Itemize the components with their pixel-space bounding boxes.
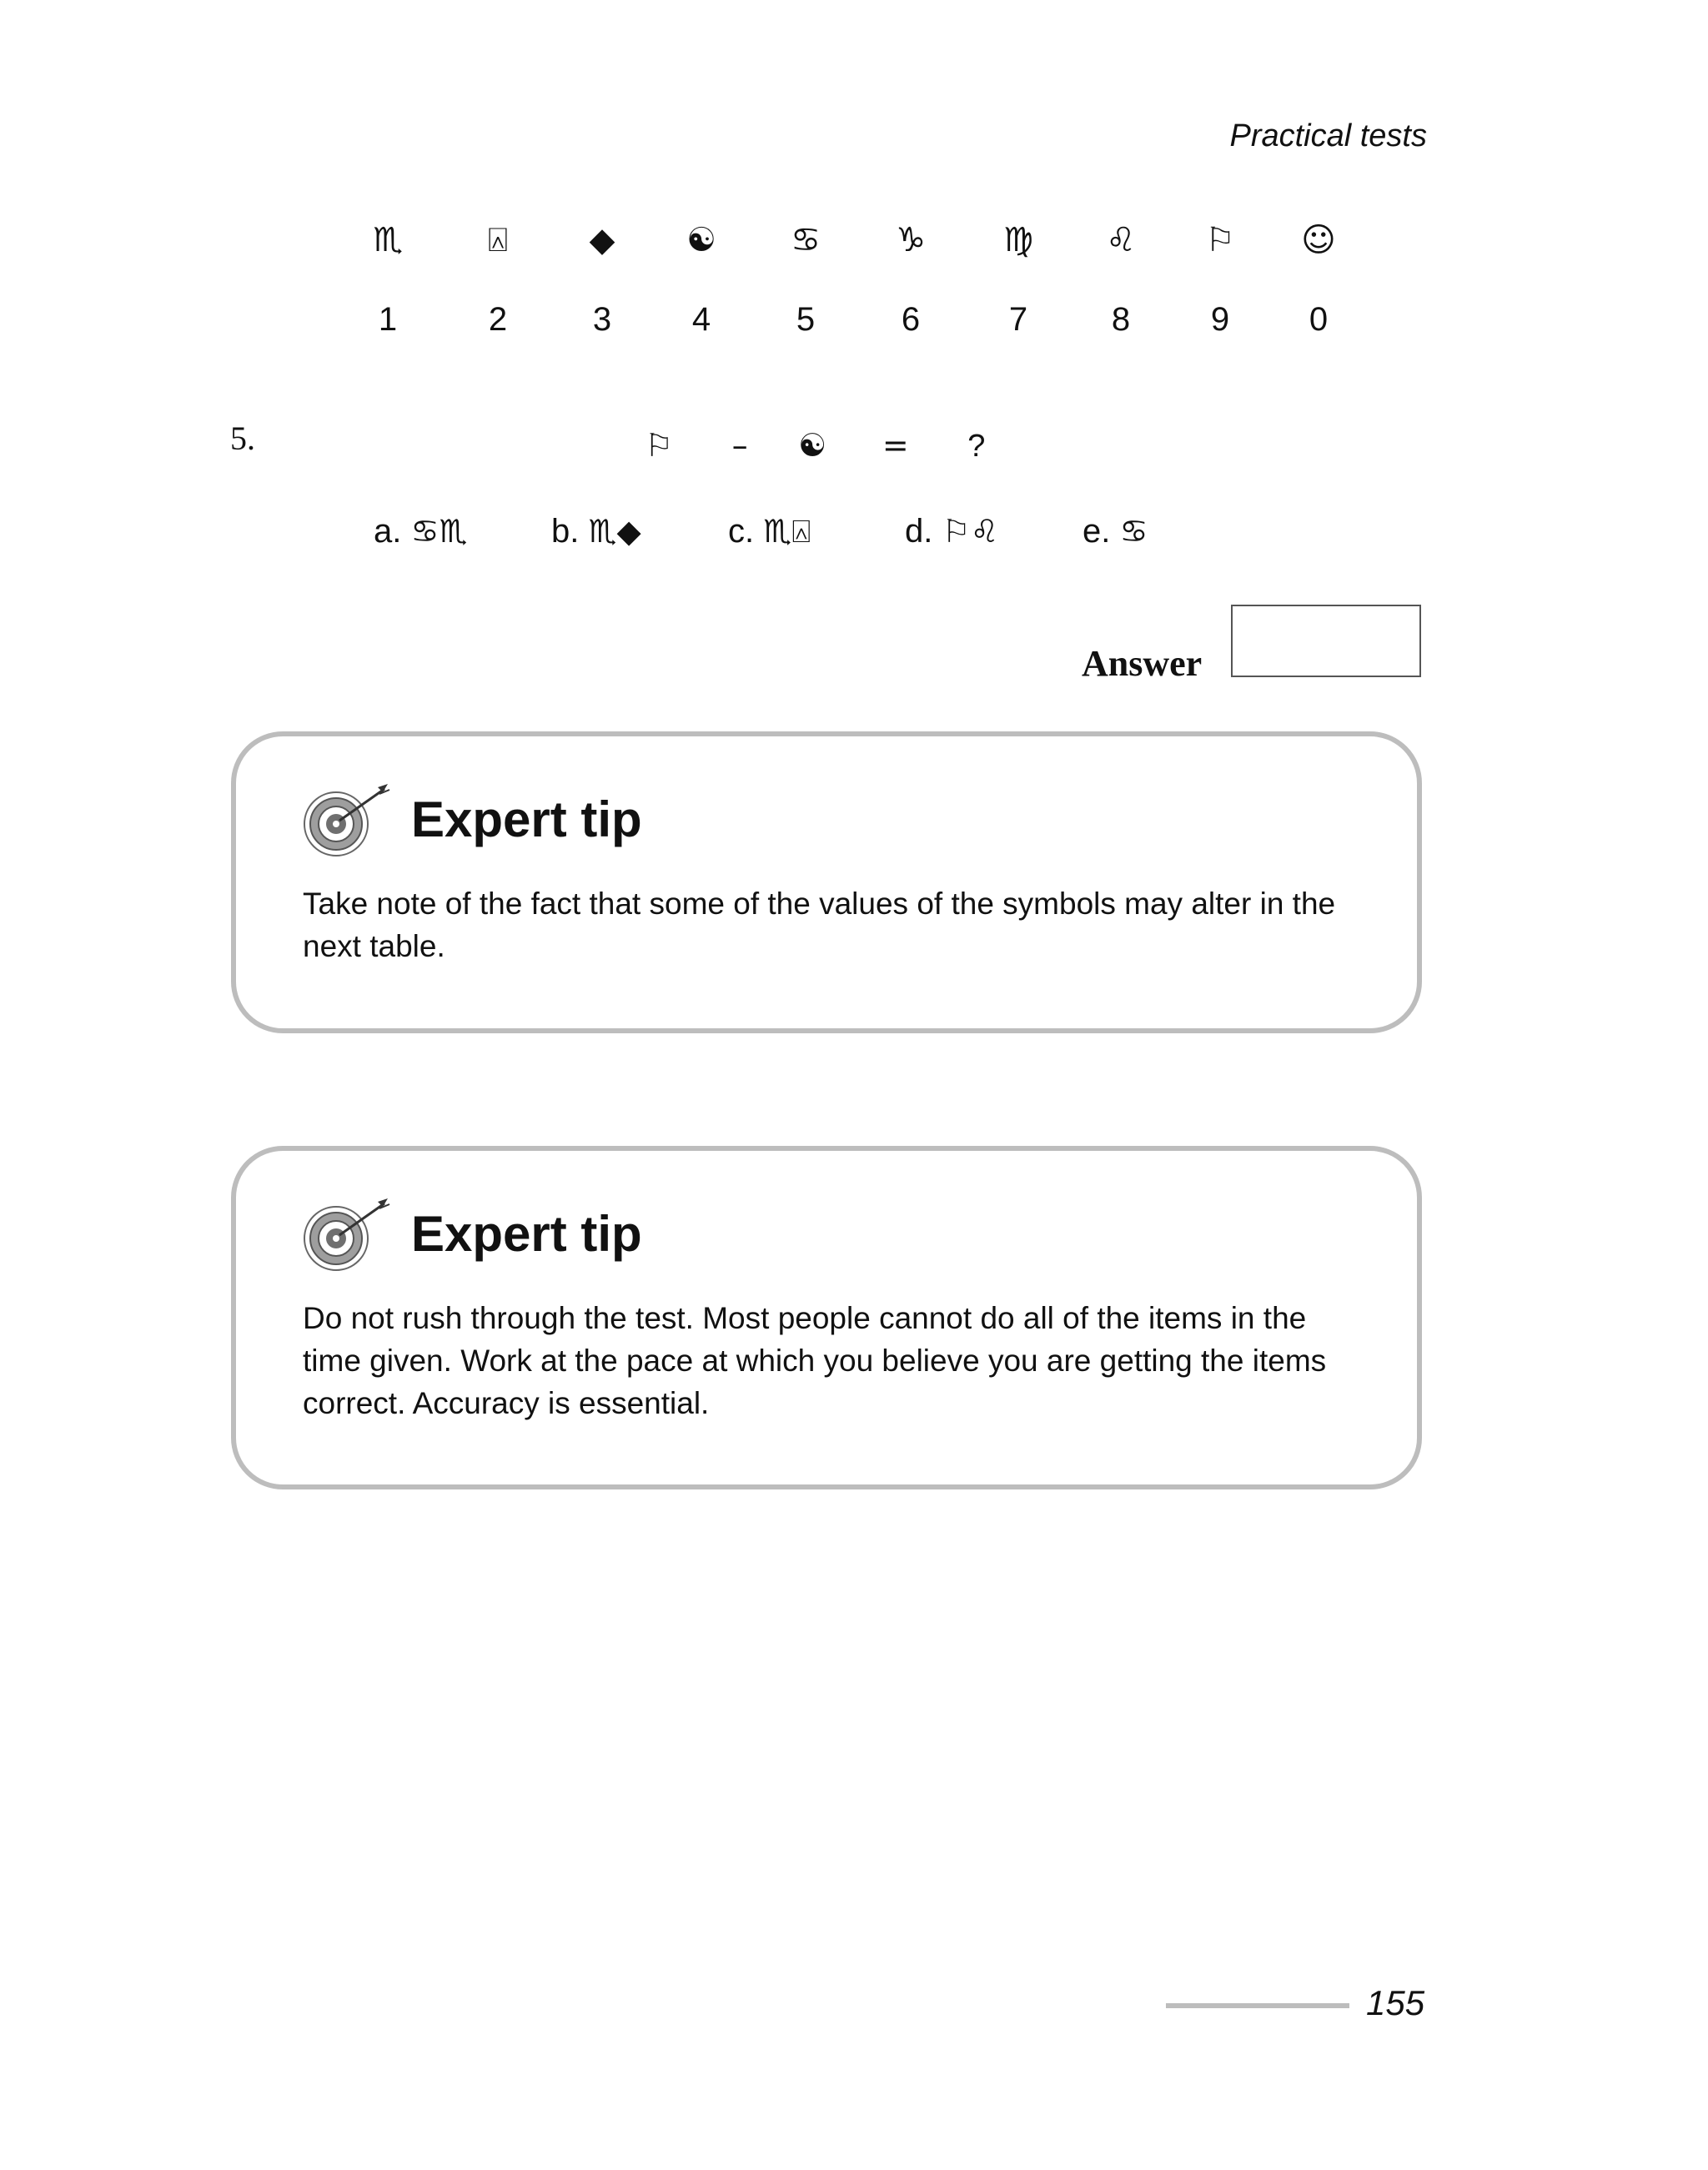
code-symbol: ⍓ (488, 221, 508, 259)
option-label: c. (728, 513, 755, 550)
code-symbol: ☯ (686, 221, 716, 259)
target-icon (303, 782, 394, 857)
code-symbol: ☺ (1301, 221, 1336, 259)
code-symbol: ♑ (896, 221, 926, 259)
code-number: 8 (1111, 301, 1131, 338)
option-a[interactable] (374, 506, 468, 556)
page-number: 155 (1366, 1983, 1425, 2022)
answer-box[interactable] (1231, 605, 1421, 677)
code-number: 6 (901, 301, 921, 338)
code-number: 7 (1008, 301, 1028, 338)
tip-title: Expert tip (411, 1206, 642, 1262)
expert-tip-box (231, 731, 1422, 1033)
equation-equals: = (882, 427, 909, 464)
code-number: 3 (592, 301, 612, 338)
tip-body: Do not rush through the test. Most people cannot do all of the items in the time given. Work at the pace at which you believe you are getting the items correct. Accuracy is essential. (303, 1301, 1327, 1420)
code-symbol: ♌ (1106, 221, 1136, 259)
code-number: 2 (488, 301, 508, 338)
option-d[interactable] (905, 506, 999, 556)
option-c[interactable] (728, 506, 811, 556)
code-number: 9 (1210, 301, 1230, 338)
option-label: d. (905, 513, 933, 550)
code-symbol: ♍ (1003, 221, 1033, 259)
option-glyphs: ♋♏ (410, 513, 468, 550)
equation-operator: – (731, 427, 748, 464)
equation-left: ⚐ (644, 427, 674, 464)
target-icon (303, 1197, 394, 1272)
code-symbol: ♏ (373, 221, 403, 259)
code-number: 4 (691, 301, 711, 338)
option-label: b. (551, 513, 580, 550)
option-glyphs: ⚐♌ (942, 513, 999, 550)
code-number: 5 (796, 301, 816, 338)
option-glyphs: ♏◆ (588, 513, 641, 550)
option-b[interactable] (551, 506, 641, 556)
footer-rule (1166, 2003, 1349, 2008)
code-symbol: ♋ (791, 221, 821, 259)
option-glyphs: ♏⍓ (763, 513, 811, 550)
expert-tip-box (231, 1146, 1422, 1489)
option-label: a. (374, 513, 402, 550)
option-label: e. (1083, 513, 1111, 550)
code-symbol: ⚐ (1205, 221, 1235, 259)
code-number: 0 (1309, 301, 1329, 338)
option-e[interactable] (1083, 506, 1148, 556)
tip-title: Expert tip (411, 791, 642, 847)
running-head: Practical tests (1229, 118, 1427, 153)
question-number: 5. (230, 419, 255, 457)
tip-body: Take note of the fact that some of the values of the symbols may alter in the next table. (303, 887, 1336, 963)
equation-right: ☯ (798, 427, 827, 464)
code-number: 1 (378, 301, 398, 338)
option-glyphs: ♋ (1119, 513, 1148, 550)
answer-label: Answer (1082, 643, 1203, 684)
equation-result: ? (967, 429, 986, 464)
question-equation (617, 427, 1007, 465)
code-symbol: ◆ (589, 221, 615, 259)
